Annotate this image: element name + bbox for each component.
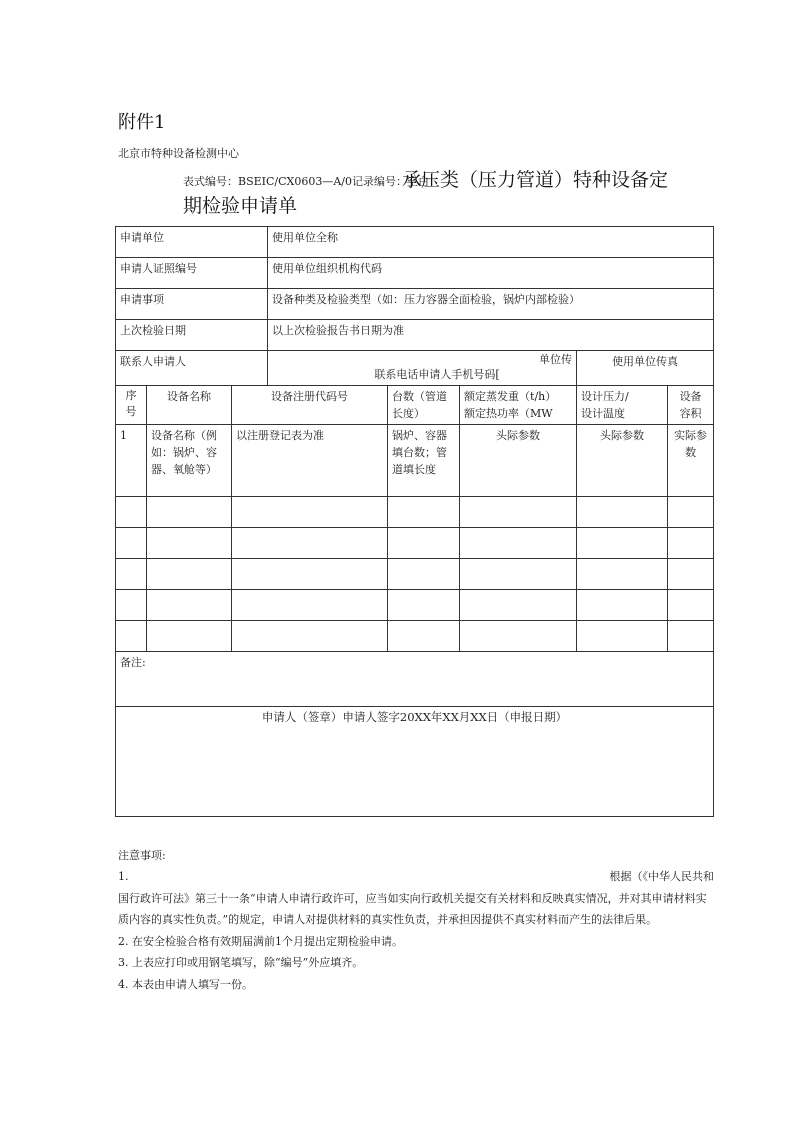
table-cell[interactable] bbox=[388, 621, 460, 652]
applicant-row bbox=[116, 227, 714, 258]
remarks-label: 备注: bbox=[120, 656, 146, 670]
col-seq-b: 号 bbox=[125, 404, 137, 418]
table-cell[interactable] bbox=[577, 528, 668, 559]
table-cell[interactable] bbox=[388, 559, 460, 590]
note-item-1 bbox=[118, 866, 714, 930]
table-cell[interactable] bbox=[147, 590, 232, 621]
col-rated-b: 额定热功率（MW bbox=[464, 407, 553, 421]
table-cell[interactable] bbox=[668, 497, 714, 528]
example-design[interactable]: 头际参数 bbox=[577, 425, 668, 497]
signature-text: 申请人（签章）申请人签字20XX年XX月XX日（申报日期） bbox=[261, 710, 568, 725]
table-cell[interactable] bbox=[116, 590, 147, 621]
table-row bbox=[116, 559, 714, 590]
col-volume bbox=[668, 386, 714, 425]
table-cell[interactable] bbox=[232, 497, 388, 528]
table-cell[interactable] bbox=[577, 559, 668, 590]
col-design bbox=[577, 386, 668, 425]
col-design-a: 设计压力/ bbox=[581, 390, 629, 403]
col-seq bbox=[116, 386, 147, 425]
table-cell[interactable] bbox=[668, 528, 714, 559]
license-row bbox=[116, 258, 714, 289]
note-item-2: 2. 在安全检验合格有效期届满前1个月提出定期检验申请。 bbox=[118, 934, 403, 948]
table-cell[interactable] bbox=[668, 559, 714, 590]
last-date-row bbox=[116, 320, 714, 351]
table-cell[interactable] bbox=[460, 497, 577, 528]
note-1-number: 1. bbox=[118, 870, 129, 884]
contact-phone: 联系电话申请人手机号码[ bbox=[374, 367, 500, 381]
note-item-4: 4. 本表由申请人填写一份。 bbox=[118, 977, 253, 991]
table-cell[interactable] bbox=[460, 621, 577, 652]
table-cell[interactable] bbox=[147, 528, 232, 559]
table-cell[interactable] bbox=[116, 497, 147, 528]
matter-field[interactable]: 设备种类及检验类型（如：压力容器全面检验，锅炉内部检验） bbox=[268, 289, 714, 320]
table-cell[interactable] bbox=[116, 559, 147, 590]
signature-field[interactable] bbox=[116, 707, 714, 817]
notes-heading: 注意事项: bbox=[118, 849, 166, 862]
table-row bbox=[116, 528, 714, 559]
col-seq-a: 序 bbox=[125, 389, 137, 402]
table-row bbox=[116, 425, 714, 497]
contact-label: 联系人申请人 bbox=[116, 351, 268, 386]
example-seq[interactable]: 1 bbox=[116, 425, 147, 497]
table-cell[interactable] bbox=[460, 590, 577, 621]
table-cell[interactable] bbox=[232, 528, 388, 559]
col-count-b: 长度） bbox=[392, 407, 426, 421]
table-cell[interactable] bbox=[147, 621, 232, 652]
applicant-field[interactable]: 使用单位全称 bbox=[268, 227, 714, 258]
contact-field[interactable] bbox=[268, 351, 577, 386]
col-volume-b: 容积 bbox=[679, 407, 702, 421]
remarks-field[interactable] bbox=[116, 652, 714, 707]
matter-label: 申请事项 bbox=[116, 289, 268, 320]
form-title-line2: 期检验申请单 bbox=[183, 195, 298, 217]
table-cell[interactable] bbox=[460, 559, 577, 590]
table-cell[interactable] bbox=[460, 528, 577, 559]
table-cell[interactable] bbox=[577, 497, 668, 528]
contact-row bbox=[116, 351, 714, 386]
license-field[interactable]: 使用单位组织机构代码 bbox=[268, 258, 714, 289]
table-cell[interactable] bbox=[577, 621, 668, 652]
table-cell[interactable] bbox=[147, 559, 232, 590]
example-code[interactable]: 以注册登记表为准 bbox=[232, 425, 388, 497]
applicant-label: 申请单位 bbox=[116, 227, 268, 258]
col-count bbox=[388, 386, 460, 425]
example-volume[interactable]: 实际参数 bbox=[668, 425, 714, 497]
table-row bbox=[116, 497, 714, 528]
table-cell[interactable] bbox=[116, 528, 147, 559]
matter-row bbox=[116, 289, 714, 320]
example-name[interactable]: 设备名称（例如：锅炉、容器、氧舱等） bbox=[147, 425, 232, 497]
note-1-lead: 根据（《中华人民共和 bbox=[609, 870, 714, 884]
table-cell[interactable] bbox=[116, 621, 147, 652]
form-number: 表式编号：BSEIC/CX0603—A/0记录编号：空白 bbox=[183, 175, 430, 188]
last-date-field[interactable]: 以上次检验报告书日期为准 bbox=[268, 320, 714, 351]
table-cell[interactable] bbox=[388, 590, 460, 621]
fax-field[interactable]: 使用单位传真 bbox=[577, 351, 714, 386]
form-title-line1: 承压类（压力管道）特种设备定 bbox=[402, 169, 669, 191]
example-count[interactable]: 锅炉、容器填台数；管道填长度 bbox=[388, 425, 460, 497]
last-date-label: 上次检验日期 bbox=[116, 320, 268, 351]
col-count-a: 台数（管道 bbox=[392, 390, 448, 403]
table-cell[interactable] bbox=[577, 590, 668, 621]
table-cell[interactable] bbox=[668, 621, 714, 652]
attachment-label: 附件1 bbox=[118, 112, 166, 133]
table-cell[interactable] bbox=[232, 590, 388, 621]
table-cell[interactable] bbox=[147, 497, 232, 528]
table-cell[interactable] bbox=[232, 559, 388, 590]
fax-label: 单位传 bbox=[539, 353, 573, 366]
col-volume-a: 设备 bbox=[679, 390, 702, 403]
example-rated[interactable]: 头际参数 bbox=[460, 425, 577, 497]
col-code: 设备注册代码号 bbox=[232, 386, 388, 425]
note-1-body: 国行政许可法》第三十一条“申请人申请行政许可，应当如实向行政机关提交有关材料和反映真实情况，并对其申请材料实质内容的真实性负责。”的规定，申请人对提供材料的真实性负责，并承担因提供不真实材料而产生的法律后果。 bbox=[118, 891, 707, 927]
table-row bbox=[116, 590, 714, 621]
table-cell[interactable] bbox=[668, 590, 714, 621]
remarks-row bbox=[116, 652, 714, 707]
table-cell[interactable] bbox=[232, 621, 388, 652]
application-form-table bbox=[115, 226, 714, 817]
table-cell[interactable] bbox=[388, 497, 460, 528]
license-label: 申请人证照编号 bbox=[116, 258, 268, 289]
equipment-header-row bbox=[116, 386, 714, 425]
col-design-b: 设计温度 bbox=[581, 407, 626, 421]
table-row bbox=[116, 621, 714, 652]
notes-section bbox=[118, 845, 714, 995]
table-cell[interactable] bbox=[388, 528, 460, 559]
organization-name: 北京市特种设备检测中心 bbox=[118, 147, 239, 160]
signature-row bbox=[116, 707, 714, 817]
note-item-3: 3. 上表应打印或用钢笔填写，除“编号”外应填齐。 bbox=[118, 956, 364, 970]
col-rated-a: 额定蒸发重（t/h） bbox=[464, 390, 557, 403]
col-rated bbox=[460, 386, 577, 425]
col-name: 设备名称 bbox=[147, 386, 232, 425]
